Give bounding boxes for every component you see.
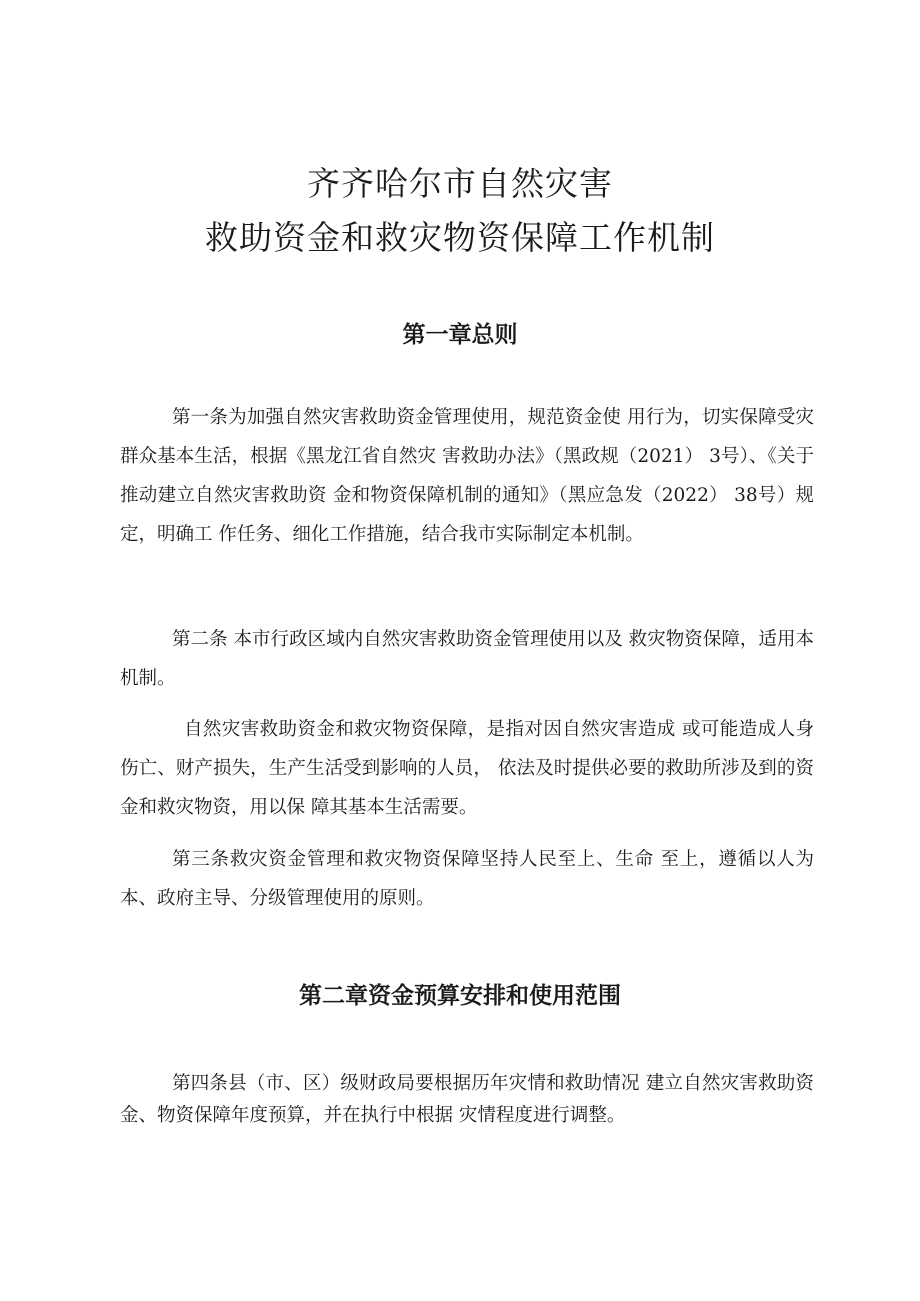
article-3-paragraph: 第三条救灾资金管理和救灾物资保障坚持人民至上、生命 至上，遵循以人为本、政府主导、分级管理使用的原则。 bbox=[120, 849, 814, 909]
article-2-paragraph: 第二条 本市行政区域内自然灾害救助资金管理使用以及 救灾物资保障，适用本机制。 bbox=[120, 629, 814, 689]
definition-paragraph: 自然灾害救助资金和救灾物资保障，是指对因自然灾害造成 或可能造成人身伤亡、财产损失，生产生活受到影响的人员， 依法及时提供必要的救助所涉及到的资金和救灾物资，用以保 障其基本生活需要。 bbox=[120, 719, 814, 818]
article-4-paragraph: 第四条县（市、区）级财政局要根据历年灾情和救助情况 建立自然灾害救助资金、物资保障年度预算，并在执行中根据 灾情程度进行调整。 bbox=[120, 1073, 814, 1126]
article-1-paragraph: 第一条为加强自然灾害救助资金管理使用，规范资金使 用行为，切实保障受灾群众基本生活，根据《黑龙江省自然灾 害救助办法》（黑政规（2021） 3号）、《关于推动建立自然灾害救助资 金和物资保障机制的通知》（黑应急发（2022） 38号）规定，明确工 作任务、细化工作措施，结合我市实际制定本机制。 bbox=[120, 407, 814, 545]
chapter-2-heading: 第二章资金预算安排和使用范围 bbox=[299, 983, 621, 1009]
document-title-line-2: 救助资金和救灾物资保障工作机制 bbox=[205, 218, 715, 257]
chapter-1-heading: 第一章总则 bbox=[402, 322, 518, 348]
document-title-line-1: 齐齐哈尔市自然灾害 bbox=[307, 164, 613, 203]
